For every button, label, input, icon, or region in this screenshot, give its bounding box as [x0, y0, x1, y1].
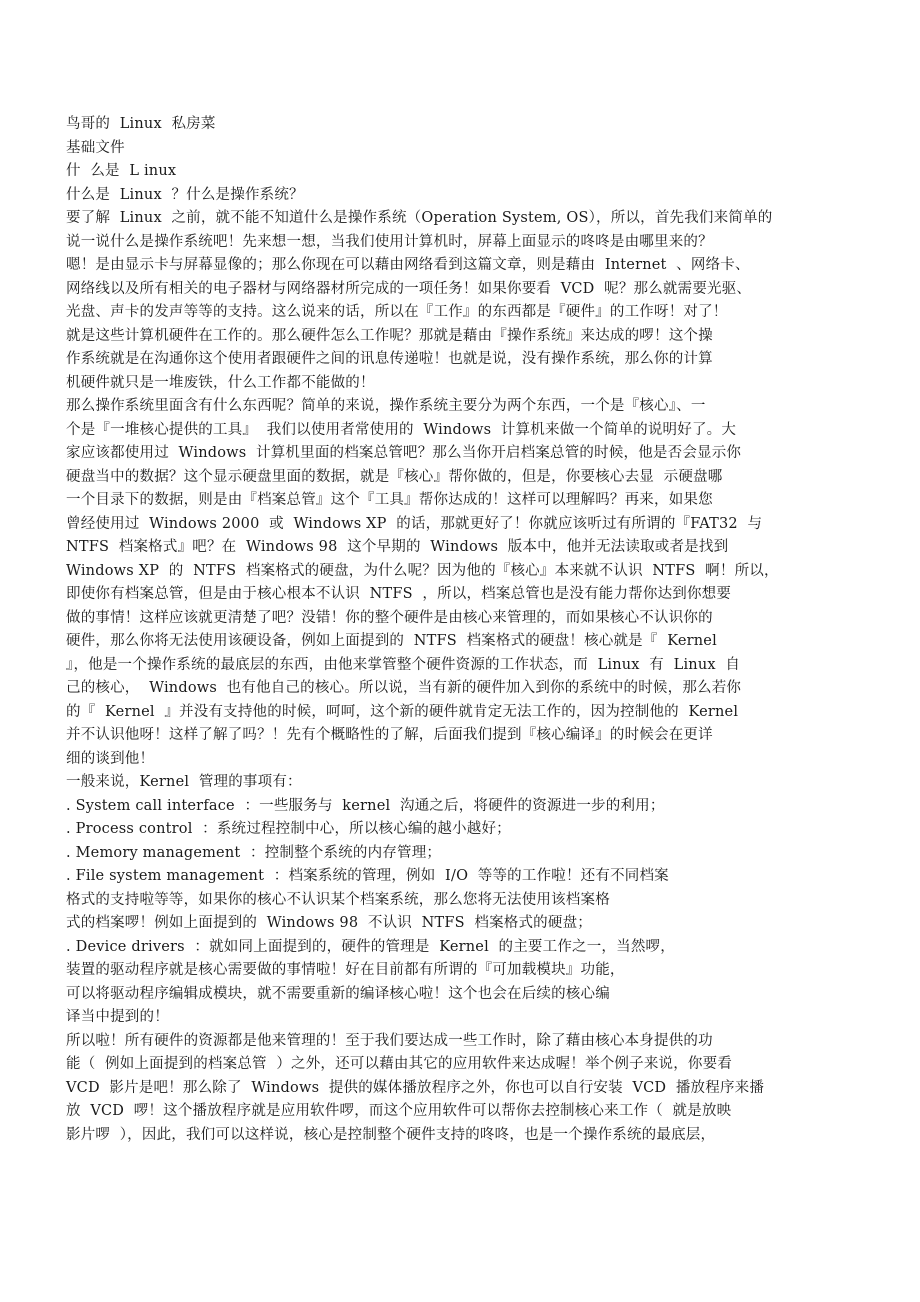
text-line: 』，他是一个操作系统的最底层的东西，由他来掌管整个硬件资源的工作状态，而 Linux 有 Linux 自	[66, 656, 741, 673]
text-line: 光盘、声卡的发声等等的支持。这么说来的话，所以在『工作』的东西都是『硬件』的工作呀！对了！	[66, 304, 728, 320]
section-heading: 什 么是 L inux	[66, 163, 177, 179]
text-line: 己的核心， Windows 也有他自己的核心。所以说，当有新的硬件加入到你的系统中的时候，那么若你	[66, 680, 742, 696]
list-item: . Process control ：系统过程控制中心，所以核心编的越小越好；	[66, 821, 511, 837]
list-item-continuation: 译当中提到的！	[66, 1009, 169, 1025]
text-line: 能（ 例如上面提到的档案总管 ）之外，还可以藉由其它的应用软件来达成喔！举个例子来说，你要看	[66, 1056, 733, 1072]
list-item: . Device drivers ：就如同上面提到的，硬件的管理是 Kernel 的主要工作之一，当然啰，	[66, 938, 675, 955]
text-line: 做的事情！这样应该就更清楚了吧？没错！你的整个硬件是由核心来管理的，而如果核心不认识你的	[66, 609, 713, 626]
question-heading: 什么是 Linux ？什么是操作系统？	[66, 186, 304, 203]
text-line: 个是『一堆核心提供的工具』 我们以使用者常使用的 Windows 计算机来做一个简单的说明好了。大	[66, 421, 737, 438]
text-line: 影片啰 ），因此，我们可以这样说，核心是控制整个硬件支持的咚咚，也是一个操作系统的最底层，	[66, 1126, 716, 1143]
text-line: 要了解 Linux 之前，就不能不知道什么是操作系统（Operation System, OS），所以，首先我们来简单的	[66, 210, 773, 226]
text-line: 细的谈到他！	[66, 750, 155, 767]
text-line: VCD 影片是吧！那么除了 Windows 提供的媒体播放程序之外，你也可以自行安装 VCD 播放程序来播	[66, 1079, 765, 1096]
text-line: 一个目录下的数据，则是由『档案总管』这个『工具』帮你达成的！这样可以理解吗？再来，如果您	[66, 492, 713, 508]
list-item-continuation: 格式的支持啦等等，如果你的核心不认识某个档案系统，那么您将无法使用该档案格	[66, 891, 610, 908]
document-body	[66, 113, 826, 1147]
text-line: 并不认识他呀！这样了解了吗？！先有个概略性的了解，后面我们提到『核心编译』的时候会在更详	[66, 727, 713, 743]
list-item: . Memory management ：控制整个系统的内存管理；	[66, 844, 442, 861]
text-line: 说一说什么是操作系统吧！先来想一想，当我们使用计算机时，屏幕上面显示的咚咚是由哪里来的？	[66, 233, 713, 250]
list-item-continuation: 可以将驱动程序编辑成模块，就不需要重新的编译核心啦！这个也会在后续的核心编	[66, 985, 610, 1002]
list-item-continuation: 式的档案啰！例如上面提到的 Windows 98 不认识 NTFS 档案格式的硬盘；	[66, 915, 592, 931]
text-line: Windows XP 的 NTFS 档案格式的硬盘，为什么呢？因为他的『核心』本来就不认识 NTFS 啊！所以，	[66, 562, 779, 579]
text-line: 所以啦！所有硬件的资源都是他来管理的！至于我们要达成一些工作时，除了藉由核心本身提供的功	[66, 1032, 713, 1049]
text-line: 就是这些计算机硬件在工作的。那么硬件怎么工作呢？那就是藉由『操作系统』来达成的啰！这个操	[66, 327, 713, 344]
list-item: . System call interface ：一些服务与 kernel 沟通之后，将硬件的资源进一步的利用；	[66, 797, 665, 814]
list-item-continuation: 装置的驱动程序就是核心需要做的事情啦！好在目前都有所谓的『可加载模块』功能，	[66, 962, 625, 978]
text-line: 一般来说，Kernel 管理的事项有：	[66, 774, 302, 790]
text-line: 曾经使用过 Windows 2000 或 Windows XP 的话，那就更好了！你就应该听过有所谓的『FAT32 与	[66, 515, 763, 532]
text-line: 的『 Kernel 』并没有支持他的时候，呵呵，这个新的硬件就肯定无法工作的，因为控制他的 Kernel	[66, 703, 739, 720]
doc-title: 鸟哥的 Linux 私房菜	[66, 116, 216, 132]
text-line: 硬件，那么你将无法使用该硬设备，例如上面提到的 NTFS 档案格式的硬盘！核心就是『 Kernel	[66, 633, 717, 649]
text-line: 硬盘当中的数据？这个显示硬盘里面的数据，就是『核心』帮你做的，但是，你要核心去显 示硬盘哪	[66, 468, 723, 485]
text-line: 家应该都使用过 Windows 计算机里面的档案总管吧？那么当你开启档案总管的时候，他是否会显示你	[66, 445, 742, 461]
text-line: 放 VCD 啰！这个播放程序就是应用软件啰，而这个应用软件可以帮你去控制核心来工作（ 就是放映	[66, 1103, 732, 1119]
doc-subtitle: 基础文件	[66, 139, 125, 156]
text-line: 网络线以及所有相关的电子器材与网络器材所完成的一项任务！如果你要看 VCD 呢？那么就需要光驱、	[66, 280, 752, 297]
text-line: 即使你有档案总管，但是由于核心根本不认识 NTFS ，所以，档案总管也是没有能力帮你达到你想要	[66, 586, 732, 602]
text-line: 那么操作系统里面含有什么东西呢？简单的来说，操作系统主要分为两个东西，一个是『核心』、一	[66, 398, 706, 414]
text-line: 嗯！是由显示卡与屏幕显像的；那么你现在可以藉由网络看到这篇文章，则是藉由 Internet 、网络卡、	[66, 257, 750, 273]
text-line: 机硬件就只是一堆废铁，什么工作都不能做的！	[66, 374, 375, 391]
list-item: . File system management ：档案系统的管理，例如 I/O 等等的工作啦！还有不同档案	[66, 868, 669, 884]
text-line: NTFS 档案格式』吧？在 Windows 98 这个早期的 Windows 版本中，他并无法读取或者是找到	[66, 539, 729, 555]
text-line: 作系统就是在沟通你这个使用者跟硬件之间的讯息传递啦！也就是说，没有操作系统，那么你的计算	[66, 351, 713, 367]
